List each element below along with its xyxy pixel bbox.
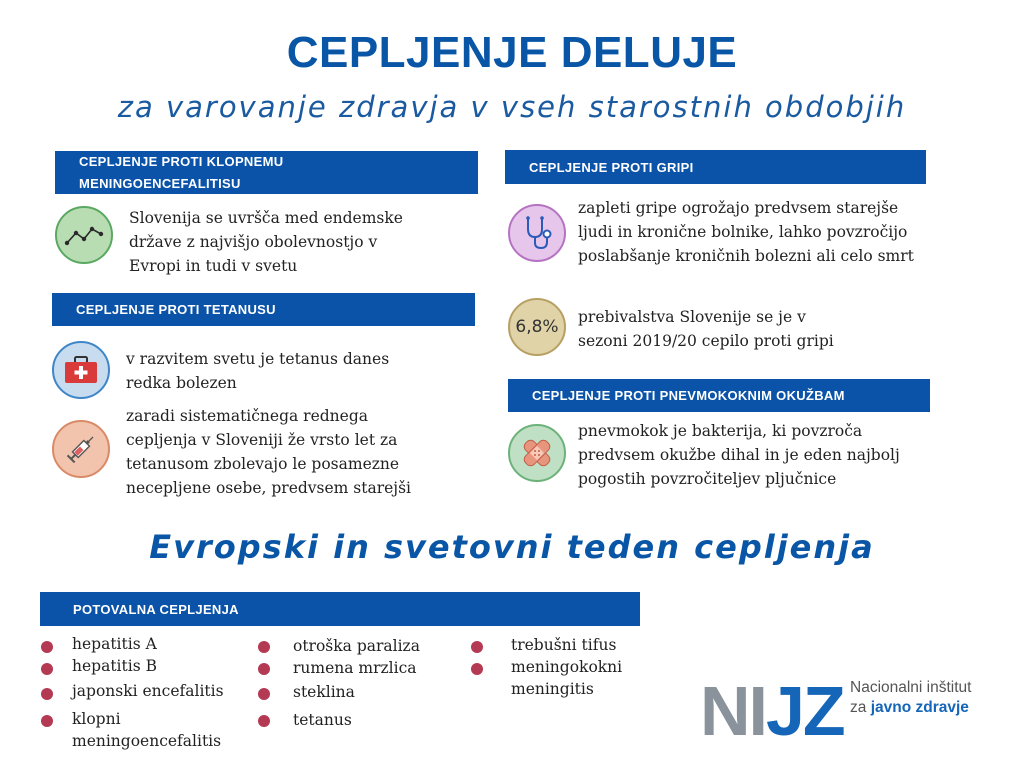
bullet-icon bbox=[41, 641, 53, 653]
list-item: hepatitis A bbox=[72, 635, 157, 653]
syringe-icon bbox=[52, 420, 110, 478]
travel-section-heading: POTOVALNA CEPLJENJA bbox=[40, 592, 640, 626]
flu-text-1: zapleti gripe ogrožajo predvsem starejše ljudi in kronične bolnike, lahko povzročijo poslabšanje kroničnih bolezni ali celo smrt bbox=[578, 199, 914, 265]
flu-section-heading: CEPLJENJE PROTI GRIPI bbox=[505, 150, 926, 184]
tick-heading-line2: MENINGOENCEFALITISU bbox=[79, 175, 241, 191]
tetanus-section-heading: CEPLJENJE PROTI TETANUSU bbox=[52, 293, 475, 326]
list-item: japonski encefalitis bbox=[72, 682, 224, 700]
bullet-icon bbox=[41, 715, 53, 727]
page-subtitle: za varovanje zdravja v vseh starostnih obdobjih bbox=[117, 90, 907, 124]
list-item: rumena mrzlica bbox=[293, 659, 417, 677]
logo-line2 bbox=[850, 698, 971, 718]
list-item: otroška paraliza bbox=[293, 637, 420, 655]
bullet-icon bbox=[258, 663, 270, 675]
nijz-logo bbox=[700, 672, 844, 750]
list-item: trebušni tifus bbox=[511, 636, 617, 654]
logo-text bbox=[850, 678, 971, 718]
pneumo-text: pnevmokok je bakterija, ki povzroča predvsem okužbe dihal in je eden najbolj pogostih povzročiteljev pljučnice bbox=[578, 422, 900, 488]
logo-line2-bold: javno zdravje bbox=[870, 699, 969, 716]
tick-text: Slovenija se uvršča med endemske države z najvišjo obolevnostjo v Evropi in tudi v svetu bbox=[129, 209, 403, 275]
week-title: Evropski in svetovni teden cepljenja bbox=[149, 528, 875, 566]
list-item: meningokokni meningitis bbox=[511, 658, 623, 698]
flu-text-2: prebivalstva Slovenije se je v sezoni 2019/20 cepilo proti gripi bbox=[578, 308, 834, 350]
bullet-icon bbox=[258, 641, 270, 653]
bullet-icon bbox=[41, 663, 53, 675]
bullet-icon bbox=[258, 688, 270, 700]
medical-kit-icon bbox=[52, 341, 110, 399]
logo-line1: Nacionalni inštitut bbox=[850, 679, 972, 696]
tick-section-heading bbox=[55, 151, 478, 194]
list-item: steklina bbox=[293, 683, 355, 701]
bullet-icon bbox=[258, 715, 270, 727]
list-item: hepatitis B bbox=[72, 657, 157, 675]
page-title: CEPLJENJE DELUJE bbox=[286, 28, 738, 77]
logo-mark-grey: NI bbox=[700, 672, 766, 750]
tick-heading-line1: CEPLJENJE PROTI KLOPNEMU bbox=[79, 153, 284, 169]
trend-line-icon bbox=[55, 206, 113, 264]
tetanus-text-2: zaradi sistematičnega rednega cepljenja v Sloveniji že vrsto let za tetanusom zbolevajo le posamezne necepljene osebe, predvsem starejši bbox=[126, 407, 412, 497]
stethoscope-icon bbox=[508, 204, 566, 262]
tetanus-text-1: v razvitem svetu je tetanus danes redka bolezen bbox=[126, 350, 390, 392]
bullet-icon bbox=[471, 641, 483, 653]
logo-mark-blue: JZ bbox=[766, 672, 844, 750]
pneumo-section-heading: CEPLJENJE PROTI PNEVMOKOKNIM OKUŽBAM bbox=[508, 379, 930, 412]
flu-percent-badge bbox=[508, 298, 566, 356]
bullet-icon bbox=[41, 688, 53, 700]
list-item: tetanus bbox=[293, 711, 352, 729]
bandage-icon bbox=[508, 424, 566, 482]
list-item: klopni meningoencefalitis bbox=[72, 710, 222, 750]
bullet-icon bbox=[471, 663, 483, 675]
flu-percent-value: 6,8% bbox=[515, 317, 559, 337]
logo-line2-plain: za bbox=[850, 699, 871, 716]
